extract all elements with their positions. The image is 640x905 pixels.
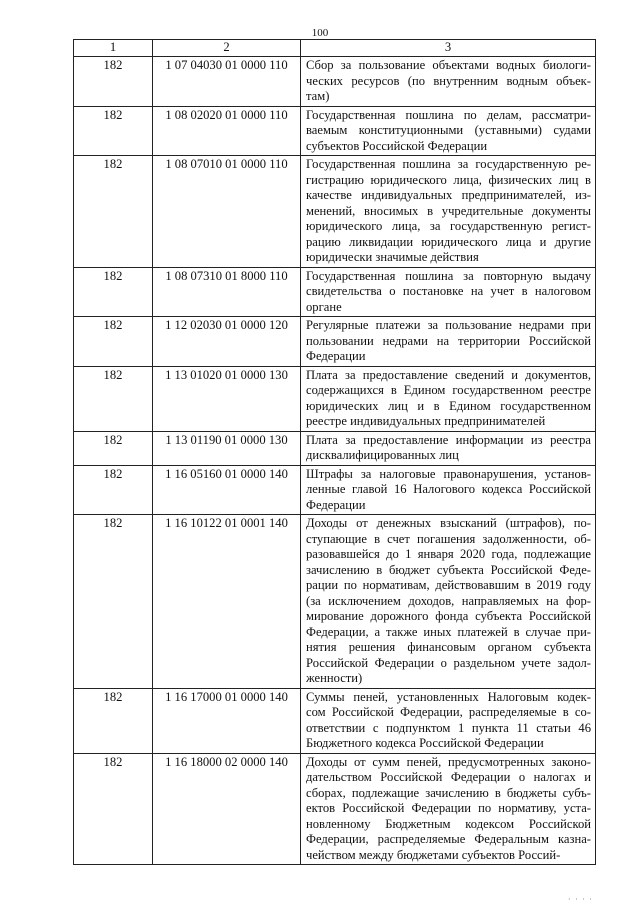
budget-code-cell: 1 16 18000 02 0000 140 [153,753,301,865]
text-line: (за исключением доходов, направляемых на фор- [306,593,591,608]
admin-code-cell: 182 [74,57,153,107]
text-line: Государственная пошлина за государственную ре- [306,157,591,171]
text-line: разовавшейся до 1 января 2020 года, подлежащие [306,547,591,561]
text-line: Федерации, а также иных платежей в случае при- [306,624,591,639]
text-line: нятия решения финансовым органом субъекта [306,640,591,654]
admin-code-cell: 182 [74,753,153,865]
text-line: гистрацию юридического лица, физических лиц в [306,172,591,187]
page-number: 100 [311,27,329,39]
text-line: сом Российской Федерации, распределяемые в со- [306,705,591,719]
revenue-name-cell [301,156,596,268]
revenue-name-cell [301,688,596,753]
text-line: Федерации [306,497,366,512]
text-line: Российской Федерации о раздельном учете задол- [306,655,591,670]
admin-code-cell: 182 [74,366,153,431]
text-line: Регулярные платежи за пользование недрами при [306,318,591,332]
budget-code-cell: 1 08 07310 01 8000 110 [153,267,301,317]
text-line: мирование дорожного фонда субъекта Российской [306,609,591,623]
text-line: Плата за предоставление сведений и документов, [306,367,591,382]
table-header-row [74,40,596,57]
revenue-name-cell [301,465,596,515]
admin-code-cell: 182 [74,156,153,268]
column-header-name: 3 [301,40,596,57]
text-line: Штрафы за налоговые правонарушения, установ- [306,466,591,481]
text-line: Государственная пошлина за повторную выдачу [306,268,591,283]
budget-code-cell: 1 07 04030 01 0000 110 [153,57,301,107]
budget-code-cell: 1 08 07010 01 0000 110 [153,156,301,268]
budget-code-cell: 1 08 02020 01 0000 110 [153,106,301,156]
text-line: Плата за предоставление информации из реестра [306,432,591,447]
text-line: свидетельства о постановке на учет в налоговом [306,284,591,298]
table-row [74,267,596,317]
text-line: дательством Российской Федерации о налогах и [306,770,591,784]
text-line: Доходы от сумм пеней, предусмотренных законо- [306,754,591,769]
budget-code-cell: 1 16 17000 01 0000 140 [153,688,301,753]
text-line: ческих ресурсов (по внутренним водным объек- [306,73,591,88]
text-line: Федерации [306,349,366,363]
text-line: качестве индивидуальных предпринимателей, из- [306,188,591,202]
text-line: субъектов Российской Федерации [306,138,488,153]
table-row [74,515,596,689]
text-line: реестре индивидуальных предпринимателей [306,414,546,428]
admin-code-cell: 182 [74,431,153,465]
budget-code-cell: 1 16 10122 01 0001 140 [153,515,301,689]
table-row [74,57,596,107]
text-line: рацию ликвидации юридического лица и другие [306,234,591,249]
revenue-name-cell [301,515,596,689]
text-line: сборах, подлежащие зачислению в бюджеты субъ- [306,785,591,800]
admin-code-cell: 182 [74,688,153,753]
text-line: ленные главой 16 Налогового кодекса Российской [306,482,591,496]
revenue-name-cell [301,317,596,367]
revenue-name-cell [301,753,596,865]
text-line: ступающие в счет погашения задолженности, об- [306,531,591,546]
revenue-name-cell [301,57,596,107]
revenue-name-cell [301,431,596,465]
text-line: менений, вносимых в учредительные документы [306,203,591,218]
scan-marks: · · · · [568,895,593,904]
table-body [74,57,596,865]
text-line: органе [306,299,342,314]
revenue-name-cell [301,366,596,431]
table-row [74,156,596,268]
admin-code-cell: 182 [74,106,153,156]
table-row [74,431,596,465]
column-header-admin: 1 [74,40,153,57]
text-line: юридических лиц и в Едином государственном [306,398,591,413]
text-line: Сбор за пользование объектами водных биологи- [306,58,591,72]
revenue-codes-table [73,39,596,865]
table-row [74,465,596,515]
table-row [74,753,596,865]
text-line: содержащихся в Едином государственном реестре [306,383,591,397]
budget-code-cell: 1 13 01020 01 0000 130 [153,366,301,431]
text-line: Суммы пеней, установленных Налоговым кодек- [306,689,591,704]
text-line: женности) [306,671,363,685]
table-row [74,106,596,156]
text-line: ваемым конституционными (уставными) судами [306,123,591,137]
text-line: Федерации, распределяемые Федеральным казна- [306,832,591,846]
text-line: там) [306,89,330,103]
admin-code-cell: 182 [74,465,153,515]
budget-code-cell: 1 16 05160 01 0000 140 [153,465,301,515]
text-line: рации по нормативам, действовавшим в 2019 году [306,578,591,592]
text-line: юридически значимые действия [306,250,479,264]
table-row [74,317,596,367]
budget-code-cell: 1 13 01190 01 0000 130 [153,431,301,465]
revenue-name-cell [301,267,596,317]
column-header-code: 2 [153,40,301,57]
text-line: дисквалифицированных лиц [306,448,459,462]
text-line: новленному Бюджетным кодексом Российской [306,816,591,831]
text-line: Бюджетного кодекса Российской Федерации [306,736,544,750]
text-line: чейством между бюджетами субъектов Россий- [306,847,561,862]
revenue-name-cell [301,106,596,156]
text-line: юридического лица, за государственную регист- [306,219,591,233]
text-line: Государственная пошлина по делам, рассматри- [306,107,591,122]
table-row [74,366,596,431]
text-line: пользовании недрами на территории Российской [306,333,591,348]
text-line: Доходы от денежных взысканий (штрафов), по- [306,516,591,530]
admin-code-cell: 182 [74,317,153,367]
text-line: ектов Российской Федерации по нормативу, уста- [306,801,591,815]
budget-code-cell: 1 12 02030 01 0000 120 [153,317,301,367]
admin-code-cell: 182 [74,267,153,317]
text-line: зачислению в бюджет субъекта Российской Феде- [306,562,591,577]
table-row [74,688,596,753]
admin-code-cell: 182 [74,515,153,689]
text-line: ответствии с подпунктом 1 пункта 11 статьи 46 [306,720,591,735]
